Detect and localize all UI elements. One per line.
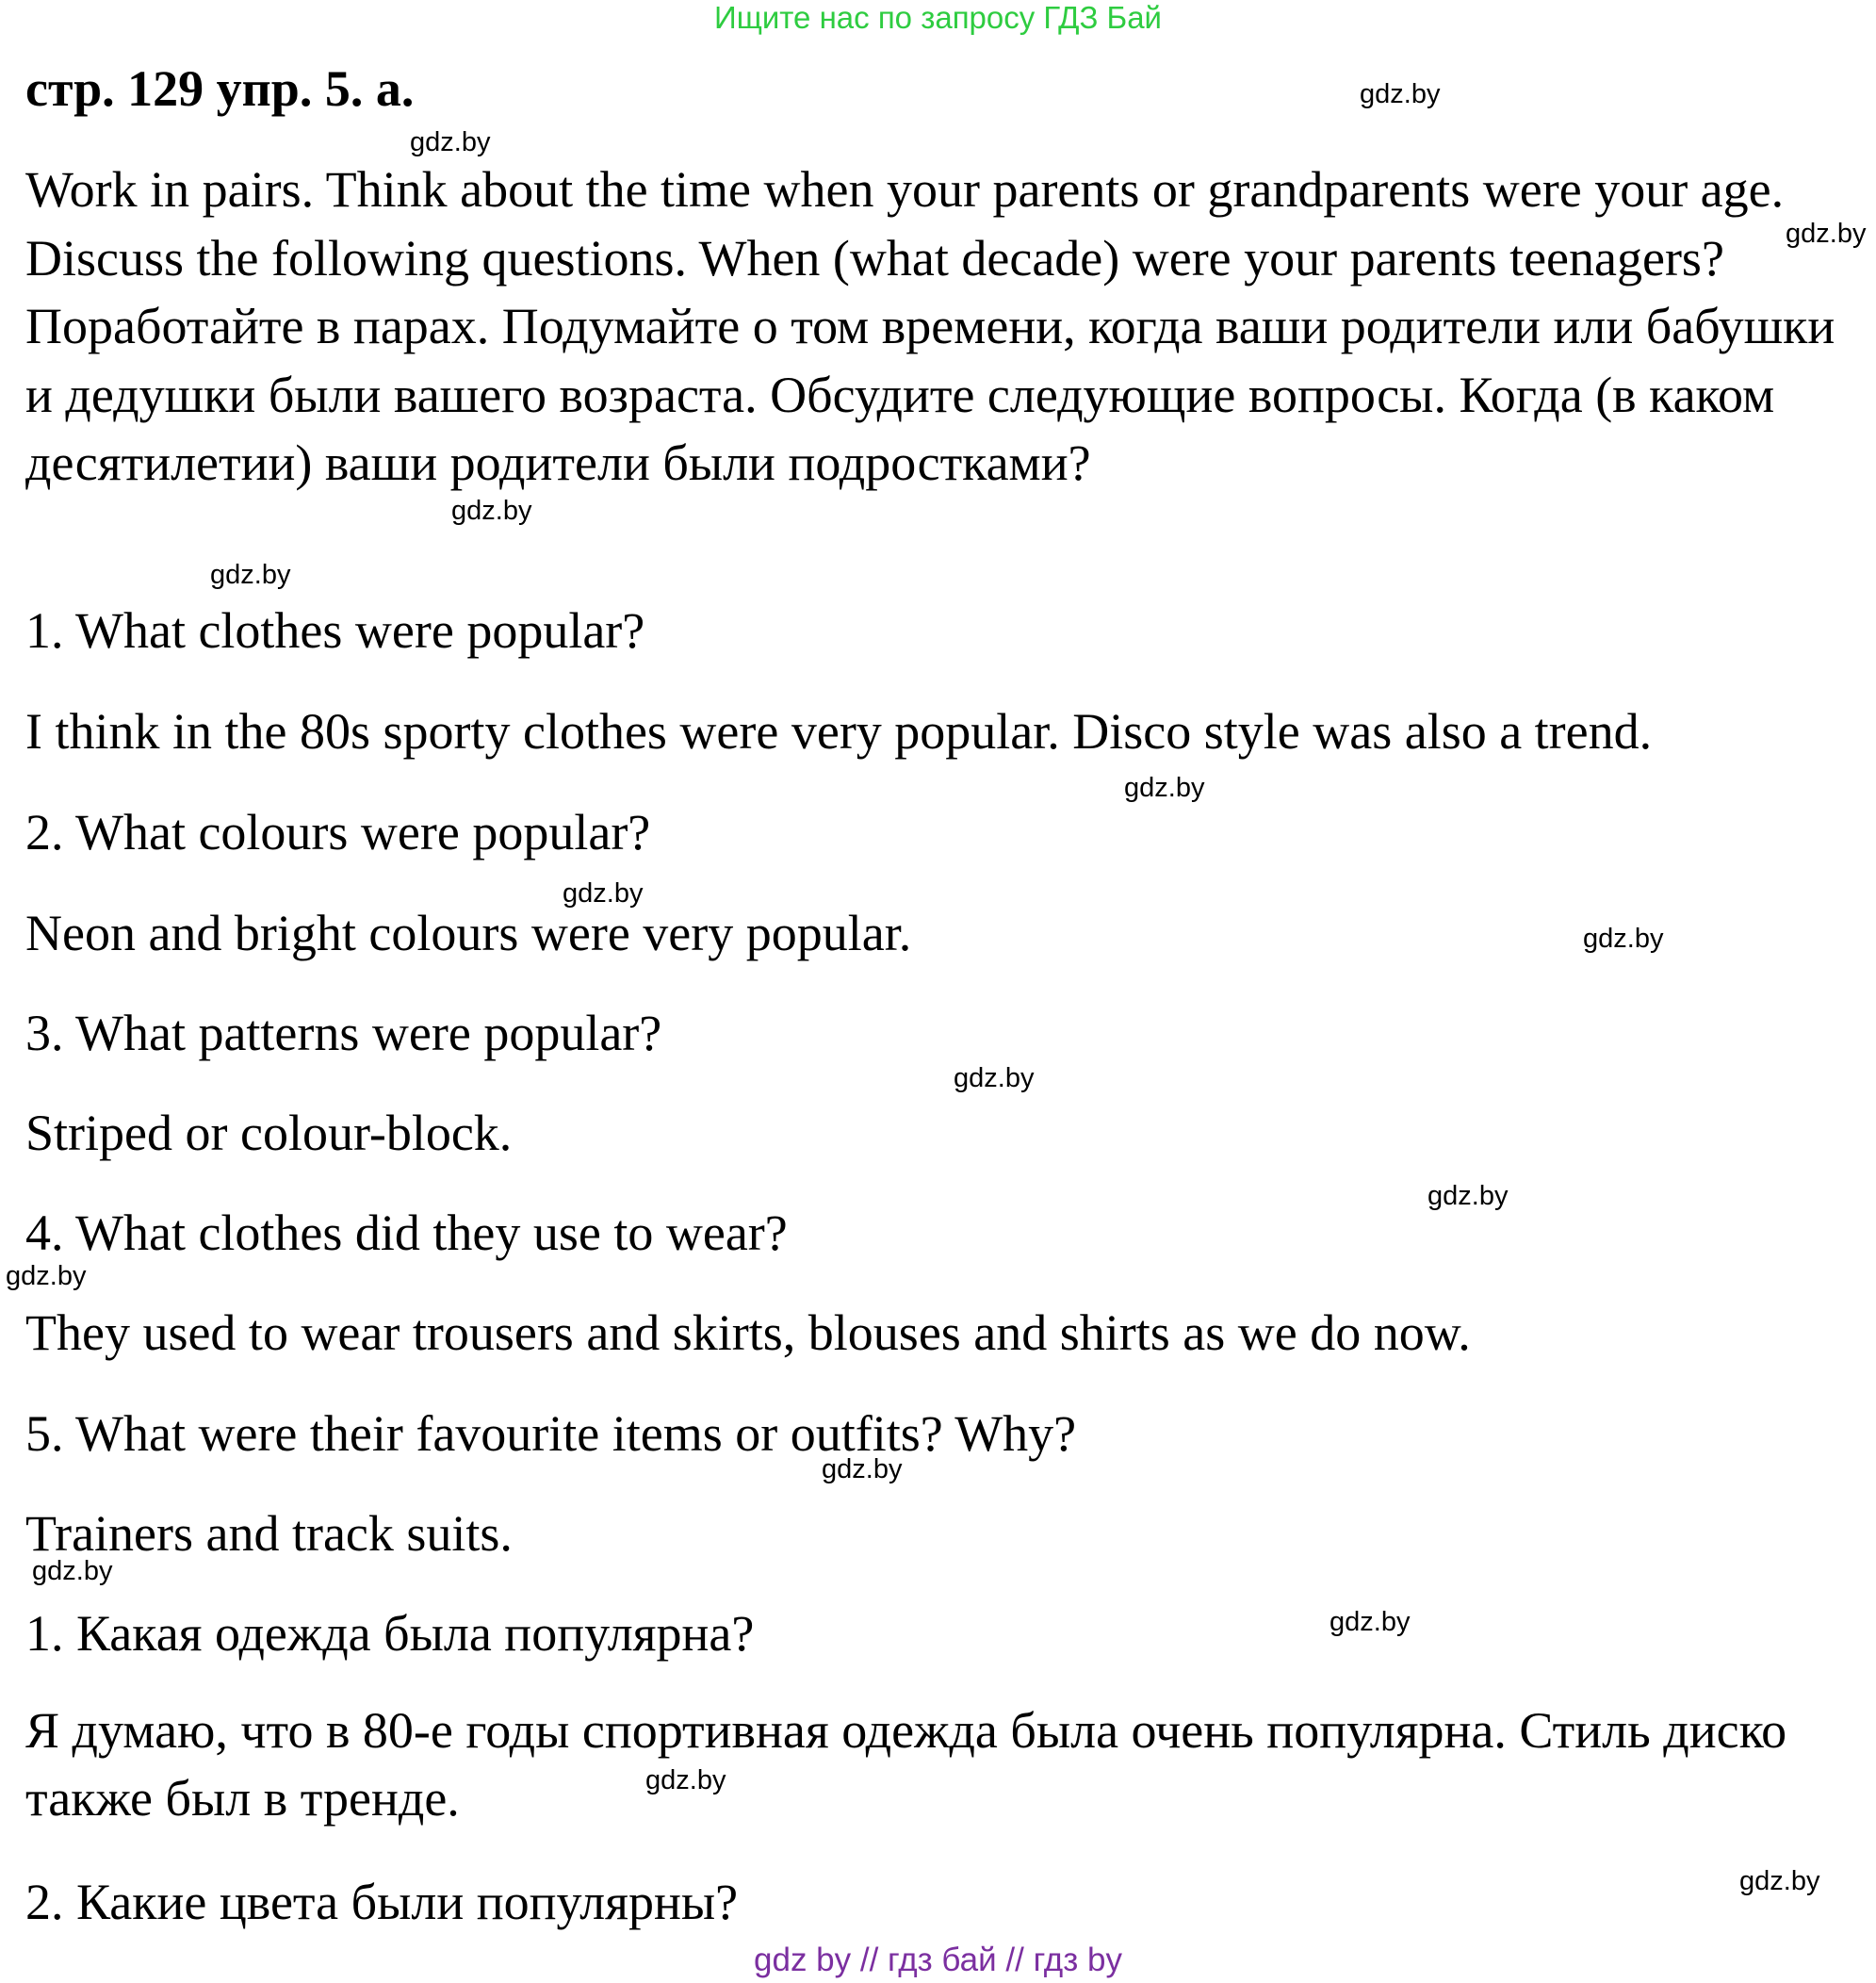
search-banner: Ищите нас по запросу ГДЗ Бай (714, 0, 1162, 35)
question-5: 5. What were their favourite items or outfits? Why? (25, 1405, 1077, 1462)
watermark: gdz.by (645, 1765, 726, 1795)
watermark: gdz.by (1739, 1866, 1820, 1896)
answer-1-ru: Я думаю, что в 80-е годы спортивная одежда была очень популярна. Стиль диско также был в тренде. (25, 1702, 1787, 1827)
footer-links: gdz by // гдз бай // гдз by (754, 1942, 1122, 1978)
watermark: gdz.by (1786, 219, 1867, 249)
question-1-ru: 1. Какая одежда была популярна? (25, 1605, 755, 1662)
watermark: gdz.by (1330, 1607, 1411, 1637)
watermark: gdz.by (1124, 773, 1205, 803)
watermark: gdz.by (32, 1556, 113, 1586)
answer-3: Striped or colour-block. (25, 1105, 513, 1161)
answer-2: Neon and bright colours were very popular. (25, 905, 912, 961)
exercise-instructions: Work in pairs. Think about the time when your parents or grandparents were your age. Discuss the following questions. When (what decade) were your parents teenagers? Поработайте в парах. Подумайте о том времени, когда ваши родители или бабушки и дедушки были вашего возраста. Обсудите следующие вопросы. Когда (в каком десятилетии) ваши родители были подростками? (25, 161, 1835, 491)
question-3: 3. What patterns were popular? (25, 1005, 662, 1061)
watermark: gdz.by (451, 496, 532, 526)
watermark: gdz.by (410, 127, 491, 157)
watermark: gdz.by (1583, 924, 1664, 954)
question-1: 1. What clothes were popular? (25, 602, 645, 659)
watermark: gdz.by (6, 1261, 87, 1291)
question-4: 4. What clothes did they use to wear? (25, 1205, 788, 1261)
answer-5: Trainers and track suits. (25, 1505, 513, 1562)
watermark: gdz.by (822, 1454, 903, 1484)
answer-4: They used to wear trousers and skirts, blouses and shirts as we do now. (25, 1304, 1471, 1361)
watermark: gdz.by (563, 878, 644, 909)
watermark: gdz.by (210, 560, 291, 590)
watermark: gdz.by (954, 1063, 1035, 1093)
answer-1: I think in the 80s sporty clothes were very popular. Disco style was also a trend. (25, 703, 1653, 760)
question-2-ru: 2. Какие цвета были популярны? (25, 1874, 739, 1930)
watermark: gdz.by (1427, 1181, 1509, 1211)
page-title: стр. 129 упр. 5. a. (25, 60, 415, 117)
watermark: gdz.by (1360, 79, 1441, 109)
question-2: 2. What colours were popular? (25, 804, 651, 860)
